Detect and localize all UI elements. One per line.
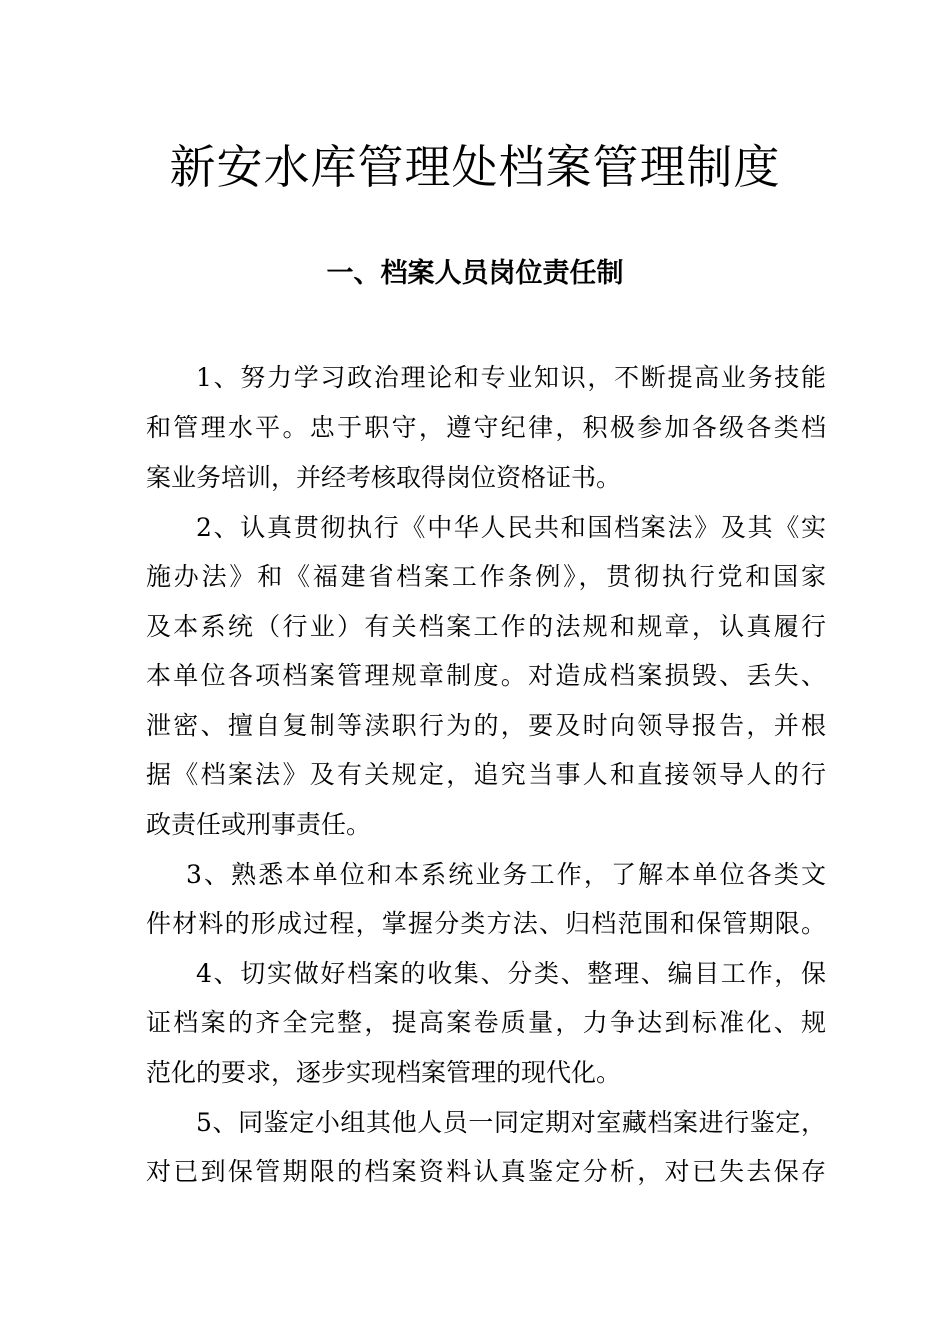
paragraph-2-line-4: 本单位各项档案管理规章制度。对造成档案损毁、丢失、 (146, 661, 826, 690)
paragraph-5-line-2: 对已到保管期限的档案资料认真鉴定分析，对已失去保存 (146, 1157, 826, 1186)
paragraph-4-line-1: 4、切实做好档案的收集、分类、整理、编目工作，保 (196, 959, 826, 988)
paragraph-3-line-2: 件材料的形成过程，掌握分类方法、归档范围和保管期限。 (146, 909, 826, 938)
section-heading: 一、档案人员岗位责任制 (326, 258, 624, 289)
paragraph-1-line-2: 和管理水平。忠于职守，遵守纪律，积极参加各级各类档 (146, 413, 826, 442)
document-title: 新安水库管理处档案管理制度 (169, 140, 781, 194)
paragraph-1-line-1: 1、努力学习政治理论和专业知识，不断提高业务技能 (196, 363, 826, 392)
paragraph-4-line-2: 证档案的齐全完整，提高案卷质量，力争达到标准化、规 (146, 1008, 826, 1037)
paragraph-2-line-5: 泄密、擅自复制等渎职行为的，要及时向领导报告，并根 (146, 711, 826, 740)
paragraph-2-line-7: 政责任或刑事责任。 (146, 810, 372, 839)
paragraph-2-line-1: 2、认真贯彻执行《中华人民共和国档案法》及其《实 (196, 513, 826, 542)
paragraph-5-line-1: 5、同鉴定小组其他人员一同定期对室藏档案进行鉴定， (196, 1108, 826, 1137)
paragraph-2-line-3: 及本系统（行业）有关档案工作的法规和规章，认真履行 (146, 612, 826, 641)
paragraph-1-line-3: 案业务培训，并经考核取得岗位资格证书。 (146, 463, 622, 492)
paragraph-2-line-6: 据《档案法》及有关规定，追究当事人和直接领导人的行 (146, 760, 826, 789)
paragraph-4-line-3: 范化的要求，逐步实现档案管理的现代化。 (146, 1058, 622, 1087)
paragraph-3-line-1: 3、熟悉本单位和本系统业务工作，了解本单位各类文 (186, 860, 826, 889)
paragraph-2-line-2: 施办法》和《福建省档案工作条例》，贯彻执行党和国家 (146, 562, 826, 591)
